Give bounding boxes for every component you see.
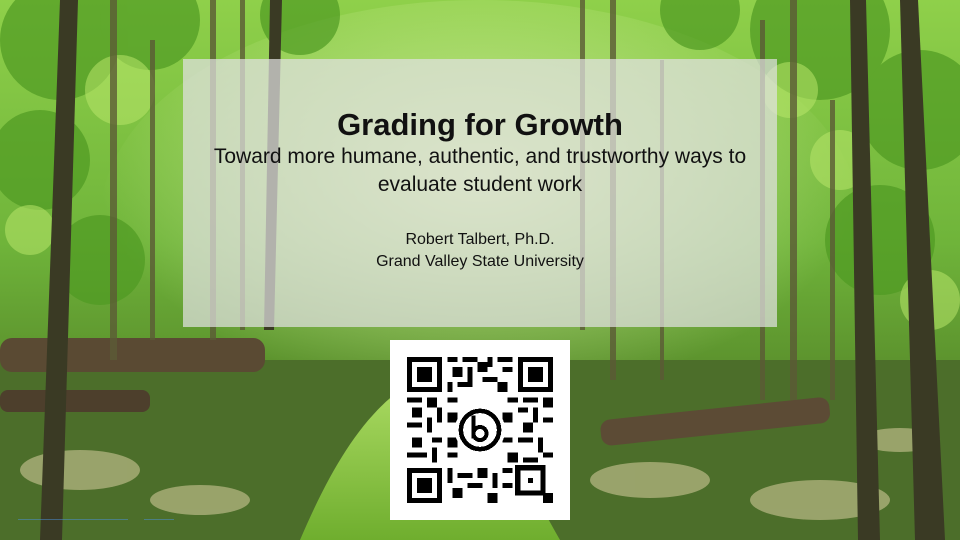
photo-credit-line <box>18 517 178 523</box>
title-panel <box>183 59 777 327</box>
slide-title: Grading for Growth <box>337 107 623 142</box>
author-name: Robert Talbert, Ph.D. <box>405 231 555 248</box>
bitly-b-icon <box>455 405 505 455</box>
qr-code-pattern <box>407 357 553 503</box>
author-affiliation: Grand Valley State University <box>376 253 584 270</box>
qr-code[interactable] <box>390 340 570 520</box>
slide-subtitle: Toward more humane, authentic, and trustworthy ways to evaluate student work <box>213 145 747 196</box>
